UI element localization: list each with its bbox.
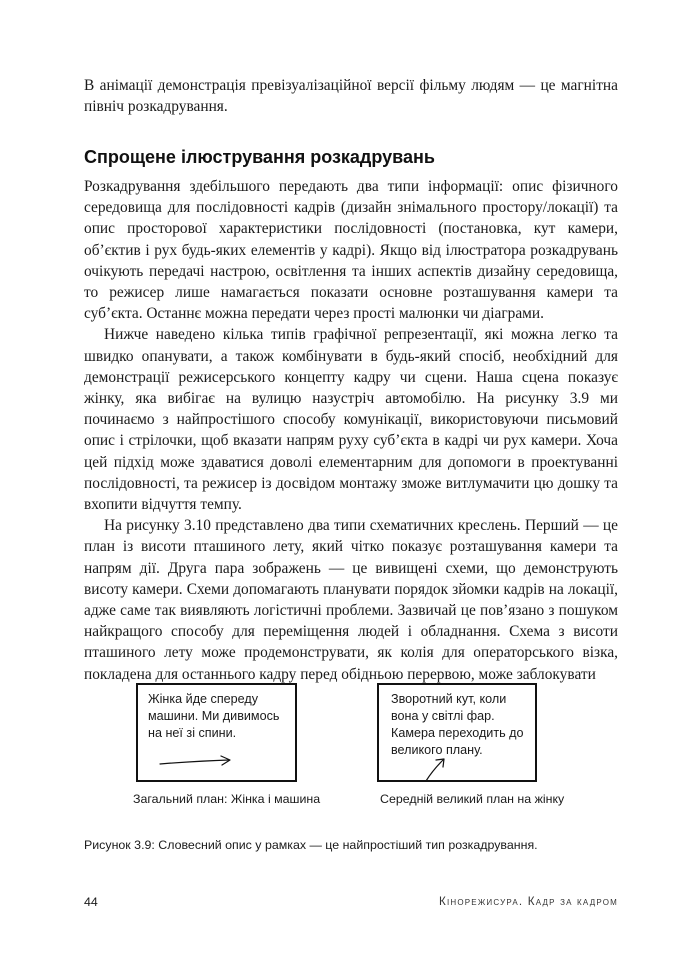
intro-paragraph: В анімації демонстрація превізуалізаційної версії фільму людям — це магнітна північ розкадрування. bbox=[84, 77, 618, 116]
section-heading: Спрощене ілюстрування розкадрувань bbox=[84, 147, 435, 167]
up-right-arrow-icon bbox=[423, 755, 453, 785]
frame-description: Зворотний кут, коли вона у світлі фар. Камера переходить до великого плану. bbox=[391, 692, 524, 757]
frame-label: Середній великий план на жінку bbox=[380, 792, 565, 806]
frame-description: Жінка йде спереду машини. Ми дивимось на неї зі спини. bbox=[148, 692, 280, 740]
figure-caption: Рисунок 3.9: Словесний опис у рамках — це найпростіший тип розкадрування. bbox=[84, 838, 538, 852]
right-arrow-icon bbox=[158, 755, 238, 769]
storyboard-frame-2 bbox=[377, 683, 537, 782]
running-head: Кінорежисура. Кадр за кадром bbox=[438, 895, 618, 908]
body-paragraph: Розкадрування здебільшого передають два типи інформації: опис фізичного середовища для послідовності кадрів (дизайн знімального простору/локації) та опис просторової характеристики послідовності (постановка, кут камери, об’єктив і рух будь-яких елементів у кадрі). Якщо від ілюстратора розкадрувань очікують передачі настрою, освітлення та інших аспектів дизайну середовища, то режисер лише намагається показати основне розташування камери та суб’єкта. Останнє можна передати через прості малюнки чи діаграми. bbox=[84, 178, 618, 323]
page-number: 44 bbox=[84, 895, 98, 909]
body-text bbox=[84, 176, 618, 685]
body-paragraph: На рисунку 3.10 представлено два типи схематичних креслень. Перший — це план із висоти пташиного лету, який чітко показує розташування камери та напрям дії. Друга пара зображень — це вивищені схеми, що демонструють висоту камери. Схеми допомагають планувати порядок зйомки кадрів на локації, адже саме так виявляють логістичні проблеми. Зазвичай це пов’язано з пошуком найкращого способу для переміщення людей і обладнання. Схема з висоти пташиного лету може продемонструвати, як колія для операторського візка, покладена для останнього кадру перед обідньою перервою, може заблокувати bbox=[84, 517, 618, 683]
storyboard-frame-1 bbox=[136, 683, 297, 782]
body-paragraph: Нижче наведено кілька типів графічної репрезентації, які можна легко та швидко опанувати, а також комбінувати в будь-який спосіб, необхідний для демонстрації режисерського концепту кадру чи сцени. Наша сцена показує жінку, яка вибігає на вулицю назустріч автомобілю. На рисунку 3.9 ми починаємо з найпростішого способу комунікації, використовуючи письмовий опис і стрілочки, щоб вказати напрям руху суб’єкта в кадрі чи рух камери. Хоча цей підхід може здаватися доволі елементарним для допомоги в проектуванні послідовності, та режисер із досвідом монтажу зможе витлумачити цю дошку та вхопити відчуття темпу. bbox=[84, 326, 618, 514]
frame-label: Загальний план: Жінка і машина bbox=[133, 792, 321, 806]
